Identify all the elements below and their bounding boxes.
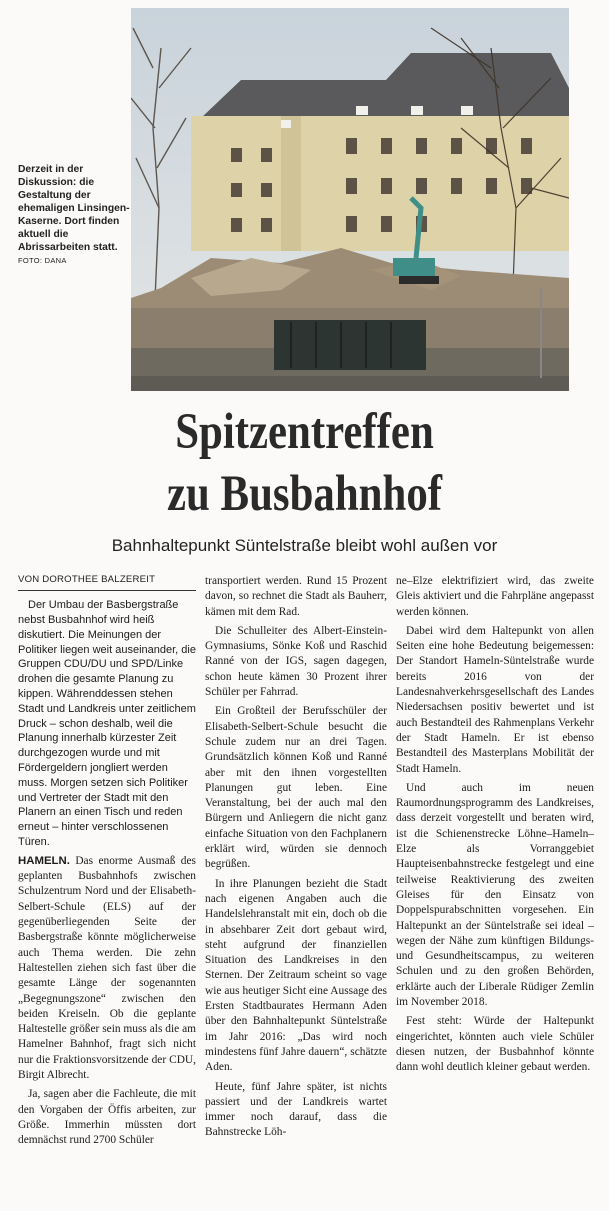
headline-line-1: Spitzentreffen	[175, 404, 434, 460]
byline: VON DOROTHEE BALZEREIT	[18, 572, 196, 591]
body-paragraph: Ja, sagen aber die Fachleute, die mit den Vorgaben der Öffis arbeiten, zur Größe. Immerhin müssten dort demnächst rund 2700 Schüler	[18, 1088, 196, 1147]
body-paragraph: Ein Großteil der Berufsschüler der Elisabeth-Selbert-Schule besucht die Schule zudem nur an drei Tagen. Grundsätzlich können Koß und Ranné aber mit den ihnen vorgestellten Planungen gut leben. Eine Veranstaltung, bei der auch mal den Bürgern und Anliegern die nicht ganz einfache Situation von den Fachplanern erklärt wird, würden sie dennoch begrüßen.	[205, 705, 387, 871]
photo-credit: FOTO: DANA	[18, 256, 67, 265]
news-photo	[131, 8, 569, 391]
body-paragraph: Die Schulleiter des Albert-Einstein-Gymnasiums, Sönke Koß und Raschid Ranné von der IGS, sagen dagegen, schon heute kämen 30 Prozent ihrer Schüler per Fahrrad.	[205, 624, 387, 699]
body-paragraph: ne–Elze elektrifiziert wird, das zweite Gleis aktiviert und die Fahrpläne angepasst werden können.	[396, 575, 594, 618]
column-3	[396, 574, 594, 1080]
demolition-site-image	[131, 8, 569, 391]
body-paragraph: HAMELN. Das enorme Ausmaß des geplanten Busbahnhofs zwischen Schulzentrum Nord und der Elisabeth-Selbert-Schule (ELS) auf der gegenüberliegenden Seite der Basbergstraße könnte möglicherweise auch Thema werden. Die zehn Haltestellen ziehen sich fast über die gesamte Länge der sogenannten „Begegnungszone“ zwischen den beiden Kreiseln. Ob die geplante Haltestelle größer sein muss als die am Hamelner Bahnhof, fragt sich nicht nur die Fraktionsvorsitzende der CDU, Birgit Albrecht.	[18, 854, 196, 1081]
body-paragraph: transportiert werden. Rund 15 Prozent davon, so rechnet die Stadt als Bauherr, kämen mit dem Rad.	[205, 575, 387, 618]
caption-text: Derzeit in der Diskussion: die Gestaltung der ehemaligen Linsingen-Kaserne. Dort finden aktuell die Abrissarbeiten statt.	[18, 164, 130, 253]
body-paragraph: In ihre Planungen bezieht die Stadt nach eigenen Angaben auch die Handelslehranstalt mit ein, doch ob die in absehbarer Zeit dort gebaut wird, steht aufgrund der finanziellen Situation des Landkreises in den Sternen. Der Zeitraum scheint so vage wie aus heutiger Sicht eine Aussage des Ersten Stadtbaurates Hermann Aden über den Bahnhaltepunkt Süntelstraße im Jahr 2016: „Das wird noch mindestens fünf Jahre dauern“, schätzte Aden.	[205, 877, 387, 1074]
photo-caption	[18, 163, 130, 267]
body-paragraph: Und auch im neuen Raumordnungsprogramm des Landkreises, dass derzeit vorgestellt und beraten wird, ist die Schienenstrecke Löhne–Hameln–Elze als Vorranggebiet Haupteisenbahnstrecke festgelegt und eine teilweise Reaktivierung des zweiten Gleises für den Einsatz von Doppelspurabschnitten vorgesehen. Ein Haltepunkt an der Süntelstraße sei ideal – wegen der Nähe zum künftigen Bildungs- und Gesundheitscampus, zu weiteren Schulen und zu den großen Behörden, erklärte auch der Liberale Rüdiger Zemlin im November 2018.	[396, 781, 594, 1009]
subheadline: Bahnhaltepunkt Süntelstraße bleibt wohl außen vor	[111, 536, 498, 555]
body-paragraph: Dabei wird dem Haltepunkt von allen Seiten eine hohe Bedeutung beigemessen: Der Standort Hameln-Süntelstraße wurde bereits 2016 von der Landesnahverkehrsgesellschaft des Landes Niedersachsen positiv bewertet und ist auch Bestandteil des Rahmenplans Verkehr der Stadt Hameln. Er ist ebenso Bestandteil des Masterplans Mobilität der Stadt Hameln.	[396, 624, 594, 775]
body-paragraph: Fest steht: Würde der Haltepunkt eingerichtet, könnten auch viele Schüler diesen nutzen, der Busbahnhof könnte dann wohl deutlich kleiner gebaut werden.	[396, 1015, 594, 1074]
lead-paragraph: Der Umbau der Basbergstraße nebst Busbahnhof wird heiß diskutiert. Die Meinungen der Politiker liegen weit auseinander, die Gruppen CDU/DU und SPD/Linke drohen die gesamte Planung zu kippen. Währenddessen stehen Stadt und Landkreis unter zeitlichem Druck – schon deshalb, weil die Planung innerhalb kürzester Zeit durchgezogen wurde und mit Fördergeldern jongliert werden muss. Morgen setzen sich Politiker und Vertreter der Stadt mit den Planern an einen Tisch und reden erneut – hinter verschlossenen Türen.	[18, 599, 196, 849]
column-2	[205, 574, 387, 1145]
column-1	[18, 572, 196, 1152]
body-paragraph: Heute, fünf Jahre später, ist nichts passiert und der Landkreis wartet immer noch darauf, dass die Bahnstrecke Löh-	[205, 1080, 387, 1139]
headline-line-2: zu Busbahnhof	[166, 466, 443, 522]
dateline: HAMELN.	[18, 854, 70, 867]
